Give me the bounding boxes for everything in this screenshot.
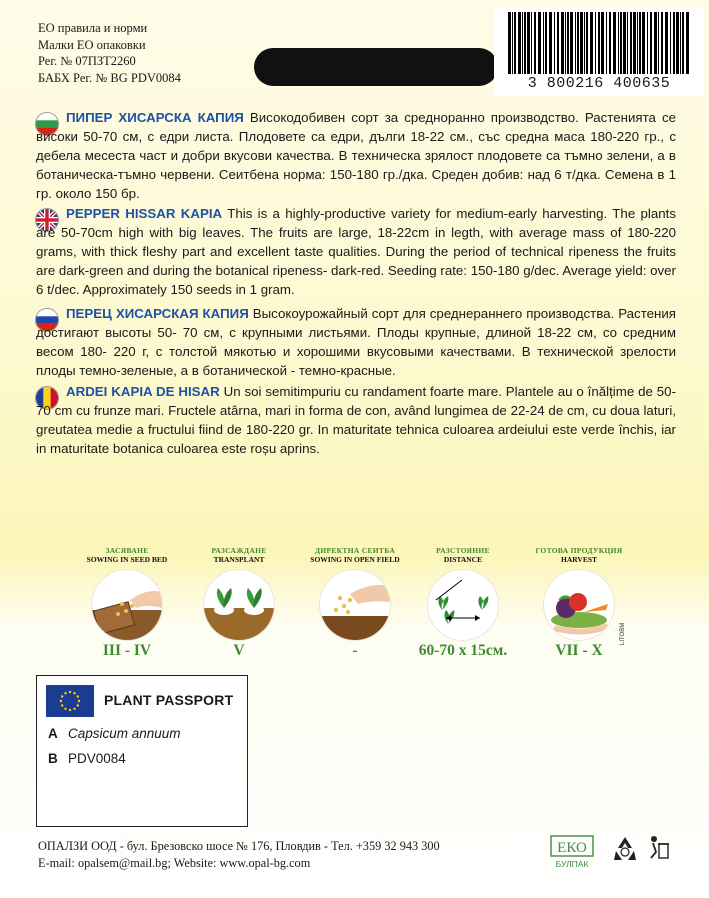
section-text: This is a highly-productive variety for medium-early harvesting. The plants are 50-70cm high with big leaves. The fruits are large, 18-22cm in legth, with average mass of 180-220 grams, with thick fleshy part and excellent taste qualities. During the period of technical ripeness the fruits are dark-green and during the botanical ripeness- dark-red. Seeding rate: 150-180 g/dec. Average yield: over 6 t/dec. Approximately 150 seeds in 1 gram. <box>36 206 676 297</box>
step-harvest <box>529 546 629 660</box>
section-title: ARDEI KAPIA DE HISAR <box>66 384 220 399</box>
section-en <box>36 204 676 299</box>
step-distance <box>413 546 513 660</box>
passport-row-value: PDV0084 <box>68 751 126 766</box>
section-text: Високодобивен сорт за средноранно производство. Растенията се високи 50-70 см, с едри листа. Плодовете са едри, дълги 18-22 см., със средна маса 180-220 гр., с дебела месеста част и добри вкусови качества. В техническа зрялост плодовете са тъмно зелени, а в ботаническа-тъмно червени. Сеитбена норма: 150-180 гр./дка. Среден добив: над 6 т/дка. Семена в 1 гр. около 150 бр. <box>36 110 677 201</box>
step-label-en: SOWING IN OPEN FIELD <box>310 555 400 564</box>
registration-info <box>38 20 181 86</box>
section-text: Высокоурожайный сорт для среднераннего производства. Растения достигают высоты 50- 70 см, с крупными листьями. Плоды крупные, длиной 18-22 см, со средним весом 180- 220 г, с толстой мякотью и хорошими вкусовыми качествами. В технической зрелости плоды темно-зеленые, а в ботанической - темно-красные. <box>36 306 676 378</box>
header-line: ЕО правила и норми <box>38 21 148 35</box>
step-label-bg: ЗАСЯВАНЕ <box>105 546 149 555</box>
step-label-bg: ДИРЕКТНА СЕИТБА <box>314 546 396 555</box>
barcode <box>494 8 704 96</box>
step-label-en: SOWING IN SEED BED <box>86 555 168 564</box>
step-transplant <box>189 546 289 660</box>
svg-text:БУЛПАК: БУЛПАК <box>555 859 589 869</box>
step-value: V <box>233 642 245 659</box>
step-label-bg: РАЗСТОЯНИЕ <box>436 546 490 555</box>
black-label-bar <box>254 48 498 86</box>
section-bg <box>36 108 676 203</box>
step-value: - <box>352 642 358 659</box>
passport-row <box>48 751 126 766</box>
distance-icon <box>428 570 498 640</box>
footer-contacts <box>38 838 440 872</box>
section-title: ПИПЕР ХИСАРСКА КАПИЯ <box>66 110 244 125</box>
step-label-bg: ГОТОВА ПРОДУКЦИЯ <box>535 546 623 555</box>
footer-email-website: E-mail: opalsem@mail.bg; Website: www.opal-bg.com <box>38 856 311 870</box>
step-value: VII - X <box>555 642 603 659</box>
sowing-seed-bed-icon <box>92 570 162 640</box>
eu-flag-icon <box>46 685 94 717</box>
passport-row-key: A <box>48 726 58 741</box>
section-ro <box>36 382 676 458</box>
svg-text:ЕКО: ЕКО <box>557 840 587 856</box>
eko-bulpak-logo <box>549 832 597 872</box>
step-value: III - IV <box>102 642 152 659</box>
step-sowing-open-field <box>305 546 405 660</box>
recycle-icon <box>612 834 638 864</box>
step-label-en: HARVEST <box>561 555 597 564</box>
trash-bin-icon <box>648 834 670 864</box>
step-label-en: TRANSPLANT <box>213 555 265 564</box>
sowing-open-field-icon <box>320 570 390 640</box>
passport-row-key: B <box>48 751 58 766</box>
section-title: ПЕРЕЦ ХИСАРСКАЯ КАПИЯ <box>66 306 249 321</box>
barcode-digits: 3 800216 400635 <box>527 75 671 92</box>
step-label-en: DISTANCE <box>443 555 483 564</box>
print-code: LITOBM <box>620 622 626 645</box>
passport-row-value: Capsicum annuum <box>68 726 181 741</box>
footer-address: ОПАЛЗИ ООД - бул. Брезовско шосе № 176, Пловдив - Тел. +359 32 943 300 <box>38 839 440 853</box>
section-ru <box>36 304 676 380</box>
section-title: PEPPER HISSAR KAPIA <box>66 206 223 221</box>
header-line: Малки ЕО опаковки <box>38 37 146 52</box>
section-text: Un soi semitimpuriu cu randament foarte mare. Plantele au o înălțime de 50-70 cm cu frunze mari. Fructele atârna, mari in forma de con, având lungimea de 22-24 de cm, cu doua laturi, greutatea medie a fructului fiind de 180-220 gr. In maturitate tehnica culoarea ardeiului este verde închis, iar in maturitate botanica culoarea este roșu aprins. <box>36 384 676 456</box>
header-line: Рег. № 07ПЗТ2260 <box>38 54 136 68</box>
harvest-icon <box>544 570 614 640</box>
step-value: 60-70 x 15см. <box>418 642 508 659</box>
step-sowing-seed-bed <box>77 546 177 660</box>
barcode-bars-icon <box>508 12 690 74</box>
step-label-bg: РАЗСАЖДАНЕ <box>211 546 267 555</box>
plant-passport <box>36 675 248 827</box>
passport-row <box>48 726 181 741</box>
passport-title: PLANT PASSPORT <box>104 692 234 708</box>
header-line: БАБХ Рег. № BG PDV0084 <box>38 70 181 85</box>
transplant-icon <box>204 570 274 640</box>
